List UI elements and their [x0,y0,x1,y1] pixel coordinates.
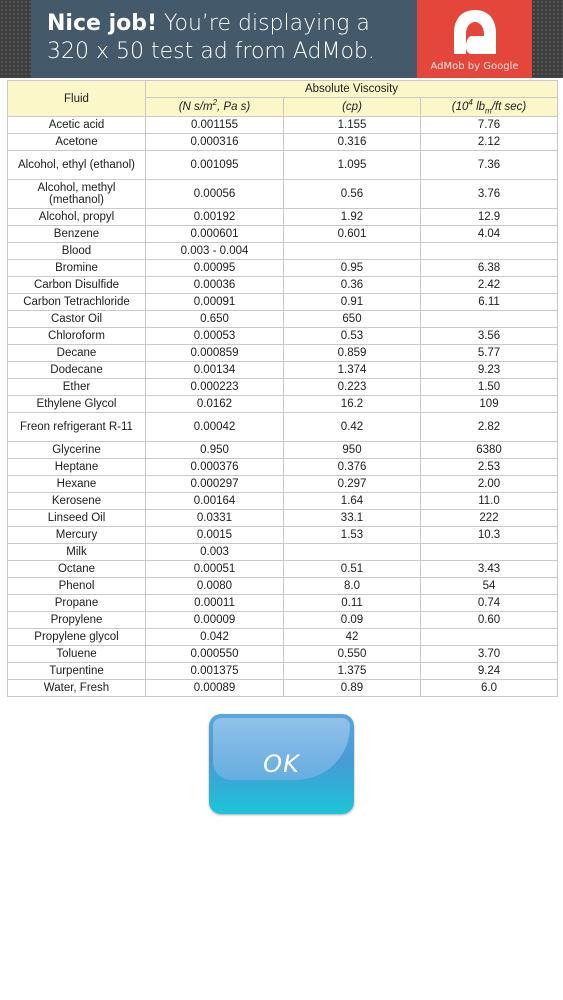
viscosity-lb-cell: 2.00 [421,476,558,493]
viscosity-cp-cell: 1.374 [284,362,421,379]
table-row [8,510,558,527]
table-row [8,362,558,379]
viscosity-lb-cell: 3.56 [421,328,558,345]
viscosity-lb-cell: 6380 [421,442,558,459]
viscosity-cp-cell: 0.95 [284,260,421,277]
viscosity-lb-cell: 10.3 [421,527,558,544]
viscosity-pas-cell: 0.0162 [146,396,284,413]
viscosity-cp-cell: 1.095 [284,151,421,180]
viscosity-lb-cell: 109 [421,396,558,413]
viscosity-cp-cell: 0.601 [284,226,421,243]
admob-logo-icon [450,6,500,58]
table-row [8,345,558,362]
viscosity-lb-cell: 12.9 [421,209,558,226]
viscosity-pas-cell: 0.000223 [146,379,284,396]
viscosity-cp-cell: 0.42 [284,413,421,442]
table-row [8,209,558,226]
table-row [8,328,558,345]
viscosity-pas-cell: 0.00036 [146,277,284,294]
viscosity-lb-cell: 0.74 [421,595,558,612]
table-row [8,180,558,209]
viscosity-pas-cell: 0.00192 [146,209,284,226]
fluid-cell: Dodecane [8,362,146,379]
viscosity-cp-cell: 0.91 [284,294,421,311]
fluid-cell: Propylene [8,612,146,629]
viscosity-cp-cell: 1.64 [284,493,421,510]
viscosity-cp-cell: 0.376 [284,459,421,476]
viscosity-pas-cell: 0.000859 [146,345,284,362]
table-row [8,595,558,612]
viscosity-lb-cell: 4.04 [421,226,558,243]
viscosity-lb-cell [421,311,558,328]
fluid-cell: Linseed Oil [8,510,146,527]
fluid-cell: Mercury [8,527,146,544]
viscosity-lb-cell: 2.12 [421,134,558,151]
fluid-cell: Propylene glycol [8,629,146,646]
viscosity-lb-cell: 7.36 [421,151,558,180]
viscosity-pas-cell: 0.000297 [146,476,284,493]
viscosity-pas-cell: 0.00042 [146,413,284,442]
viscosity-pas-cell: 0.00051 [146,561,284,578]
viscosity-lb-cell: 222 [421,510,558,527]
fluid-cell: Alcohol, methyl (methanol) [8,180,146,209]
fluid-cell: Milk [8,544,146,561]
table-row [8,277,558,294]
fluid-cell: Blood [8,243,146,260]
viscosity-pas-cell: 0.00053 [146,328,284,345]
fluid-cell: Toluene [8,646,146,663]
viscosity-cp-cell: 16.2 [284,396,421,413]
viscosity-cp-cell: 0.297 [284,476,421,493]
viscosity-pas-cell: 0.0015 [146,527,284,544]
table-row [8,493,558,510]
viscosity-cp-cell: 1.375 [284,663,421,680]
viscosity-pas-cell: 0.00095 [146,260,284,277]
absolute-viscosity-header: Absolute Viscosity [146,81,558,98]
viscosity-cp-cell: 1.92 [284,209,421,226]
viscosity-lb-cell: 1.50 [421,379,558,396]
viscosity-cp-cell [284,544,421,561]
viscosity-pas-cell: 0.950 [146,442,284,459]
viscosity-pas-cell: 0.003 [146,544,284,561]
viscosity-cp-cell: 33.1 [284,510,421,527]
viscosity-lb-cell: 9.24 [421,663,558,680]
viscosity-lb-cell: 2.53 [421,459,558,476]
table-row [8,226,558,243]
table-row [8,243,558,260]
fluid-cell: Propane [8,595,146,612]
viscosity-pas-cell: 0.00056 [146,180,284,209]
viscosity-lb-cell: 3.70 [421,646,558,663]
viscosity-pas-cell: 0.000376 [146,459,284,476]
viscosity-pas-cell: 0.001095 [146,151,284,180]
unit-header-lb: ($10^4$ $lb_m/ft$ sec) [421,98,558,117]
viscosity-lb-cell: 54 [421,578,558,595]
viscosity-cp-cell: 0.51 [284,561,421,578]
viscosity-pas-cell: 0.00091 [146,294,284,311]
ad-headline[interactable] [47,10,417,66]
viscosity-pas-cell: 0.00011 [146,595,284,612]
table-row [8,680,558,697]
table-row [8,379,558,396]
fluid-cell: Octane [8,561,146,578]
viscosity-pas-cell: 0.001375 [146,663,284,680]
viscosity-cp-cell: 0.550 [284,646,421,663]
viscosity-pas-cell: 0.00089 [146,680,284,697]
viscosity-pas-cell: 0.0080 [146,578,284,595]
viscosity-cp-cell: 8.0 [284,578,421,595]
ok-button[interactable] [209,714,354,814]
table-row [8,413,558,442]
viscosity-cp-cell: 650 [284,311,421,328]
fluid-cell: Turpentine [8,663,146,680]
table-row [8,663,558,680]
fluid-cell: Kerosene [8,493,146,510]
ad-headline-bold: Nice job! [47,11,158,36]
viscosity-cp-cell: 1.53 [284,527,421,544]
table-row [8,459,558,476]
ad-logo-caption: AdMob by Google [430,61,519,72]
viscosity-cp-cell: 0.316 [284,134,421,151]
table-row [8,476,558,493]
table-row [8,134,558,151]
fluid-cell: Castor Oil [8,311,146,328]
viscosity-cp-cell: 1.155 [284,117,421,134]
viscosity-pas-cell: 0.042 [146,629,284,646]
table-row [8,151,558,180]
viscosity-cp-cell: 0.53 [284,328,421,345]
table-row [8,578,558,595]
table-row [8,612,558,629]
ad-banner[interactable] [0,0,563,78]
fluid-cell: Bromine [8,260,146,277]
viscosity-cp-cell: 42 [284,629,421,646]
viscosity-lb-cell: 11.0 [421,493,558,510]
fluid-cell: Hexane [8,476,146,493]
fluid-cell: Glycerine [8,442,146,459]
admob-logo[interactable] [417,0,532,78]
table-row [8,396,558,413]
ok-button-label: OK [263,750,300,778]
fluid-cell: Ethylene Glycol [8,396,146,413]
fluid-cell: Freon refrigerant R-11 [8,413,146,442]
viscosity-table [7,80,558,697]
table-row [8,260,558,277]
viscosity-lb-cell: 0.60 [421,612,558,629]
viscosity-lb-cell [421,544,558,561]
viscosity-lb-cell: 3.76 [421,180,558,209]
fluid-cell: Alcohol, propyl [8,209,146,226]
fluid-cell: Carbon Tetrachloride [8,294,146,311]
viscosity-cp-cell: 0.11 [284,595,421,612]
fluid-cell: Acetone [8,134,146,151]
table-row [8,442,558,459]
viscosity-cp-cell: 0.56 [284,180,421,209]
viscosity-lb-cell: 6.0 [421,680,558,697]
viscosity-pas-cell: 0.00164 [146,493,284,510]
table-row [8,117,558,134]
viscosity-lb-cell: 9.23 [421,362,558,379]
viscosity-pas-cell: 0.0331 [146,510,284,527]
viscosity-pas-cell: 0.650 [146,311,284,328]
unit-header-cp: (cp) [284,98,421,117]
fluid-cell: Carbon Disulfide [8,277,146,294]
viscosity-lb-cell: 6.38 [421,260,558,277]
viscosity-lb-cell: 7.76 [421,117,558,134]
viscosity-lb-cell: 5.77 [421,345,558,362]
unit-header-pas: (N $s/m^2$, Pa s) [146,98,284,117]
fluid-cell: Benzene [8,226,146,243]
viscosity-lb-cell: 3.43 [421,561,558,578]
viscosity-cp-cell: 0.223 [284,379,421,396]
fluid-cell: Alcohol, ethyl (ethanol) [8,151,146,180]
viscosity-pas-cell: 0.001155 [146,117,284,134]
viscosity-cp-cell: 950 [284,442,421,459]
viscosity-pas-cell: 0.000316 [146,134,284,151]
fluid-cell: Water, Fresh [8,680,146,697]
fluid-cell: Decane [8,345,146,362]
fluid-cell: Ether [8,379,146,396]
viscosity-cp-cell: 0.36 [284,277,421,294]
table-row [8,527,558,544]
table-row [8,629,558,646]
ad-card[interactable] [31,0,532,78]
fluid-column-header: Fluid [8,81,146,117]
viscosity-cp-cell: 0.09 [284,612,421,629]
table-row [8,561,558,578]
viscosity-cp-cell [284,243,421,260]
fluid-cell: Phenol [8,578,146,595]
viscosity-lb-cell: 2.42 [421,277,558,294]
viscosity-pas-cell: 0.00134 [146,362,284,379]
viscosity-pas-cell: 0.000601 [146,226,284,243]
viscosity-lb-cell: 6.11 [421,294,558,311]
viscosity-pas-cell: 0.003 - 0.004 [146,243,284,260]
viscosity-pas-cell: 0.000550 [146,646,284,663]
table-row [8,311,558,328]
viscosity-table-container [7,80,557,697]
fluid-cell: Acetic acid [8,117,146,134]
fluid-cell: Heptane [8,459,146,476]
viscosity-lb-cell [421,629,558,646]
ad-headline-rest: You’re displaying a 320 x 50 test ad from AdMob. [47,11,375,64]
viscosity-table-body [8,117,558,697]
viscosity-pas-cell: 0.00009 [146,612,284,629]
viscosity-lb-cell: 2.82 [421,413,558,442]
table-row [8,544,558,561]
viscosity-lb-cell [421,243,558,260]
table-row [8,646,558,663]
viscosity-cp-cell: 0.859 [284,345,421,362]
table-row [8,294,558,311]
fluid-cell: Chloroform [8,328,146,345]
viscosity-cp-cell: 0.89 [284,680,421,697]
